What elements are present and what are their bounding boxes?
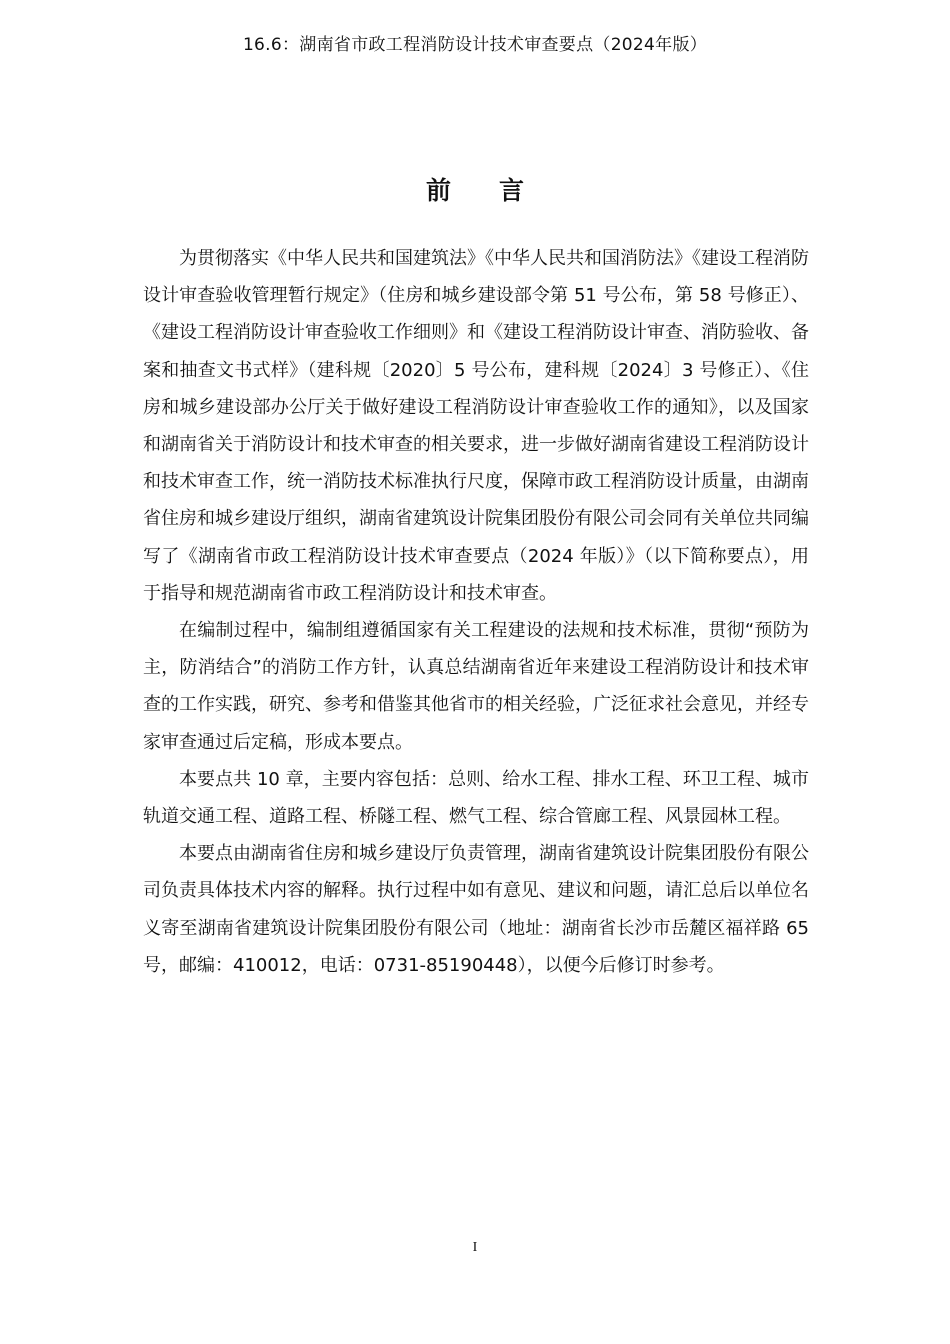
preface-body bbox=[143, 240, 809, 984]
paragraph-compilation: 在编制过程中，编制组遵循国家有关工程建设的法规和技术标准，贯彻“预防为主，防消结合”的消防工作方针，认真总结湖南省近年来建设工程消防设计和技术审查的工作实践，研究、参考和借鉴其他省市的相关经验，广泛征求社会意见，并经专家审查通过后定稿，形成本要点。 bbox=[143, 620, 809, 753]
running-header: 16.6：湖南省市政工程消防设计技术审查要点（2024年版） bbox=[242, 35, 708, 55]
paragraph-contents: 本要点共 10 章，主要内容包括：总则、给水工程、排水工程、环卫工程、城市轨道交通工程、道路工程、桥隧工程、燃气工程、综合管廊工程、风景园林工程。 bbox=[143, 768, 809, 828]
paragraph-management: 本要点由湖南省住房和城乡建设厅负责管理，湖南省建筑设计院集团股份有限公司负责具体技术内容的解释。执行过程中如有意见、建议和问题，请汇总后以单位名义寄至湖南省建筑设计院集团股份有限公司（地址：湖南省长沙市岳麓区福祥路 65 号，邮编：410012，电话：0731-85190448），以便今后修订时参考。 bbox=[143, 843, 809, 976]
page-number: I bbox=[472, 1240, 478, 1255]
paragraph-purpose: 为贯彻落实《中华人民共和国建筑法》《中华人民共和国消防法》《建设工程消防设计审查验收管理暂行规定》（住房和城乡建设部令第 51 号公布，第 58 号修正）、《建设工程消防设计审查验收工作细则》和《建设工程消防设计审查、消防验收、备案和抽查文书式样》（建科规〔2020〕5 号公布，建科规〔2024〕3 号修正）、《住房和城乡建设部办公厅关于做好建设工程消防设计审查验收工作的通知》，以及国家和湖南省关于消防设计和技术审查的相关要求，进一步做好湖南省建设工程消防设计和技术审查工作，统一消防技术标准执行尺度，保障市政工程消防设计质量，由湖南省住房和城乡建设厅组织，湖南省建筑设计院集团股份有限公司会同有关单位共同编写了《湖南省市政工程消防设计技术审查要点（2024 年版）》（以下简称要点），用于指导和规范湖南省市政工程消防设计和技术审查。 bbox=[143, 248, 809, 604]
page-title: 前言 bbox=[425, 176, 572, 205]
